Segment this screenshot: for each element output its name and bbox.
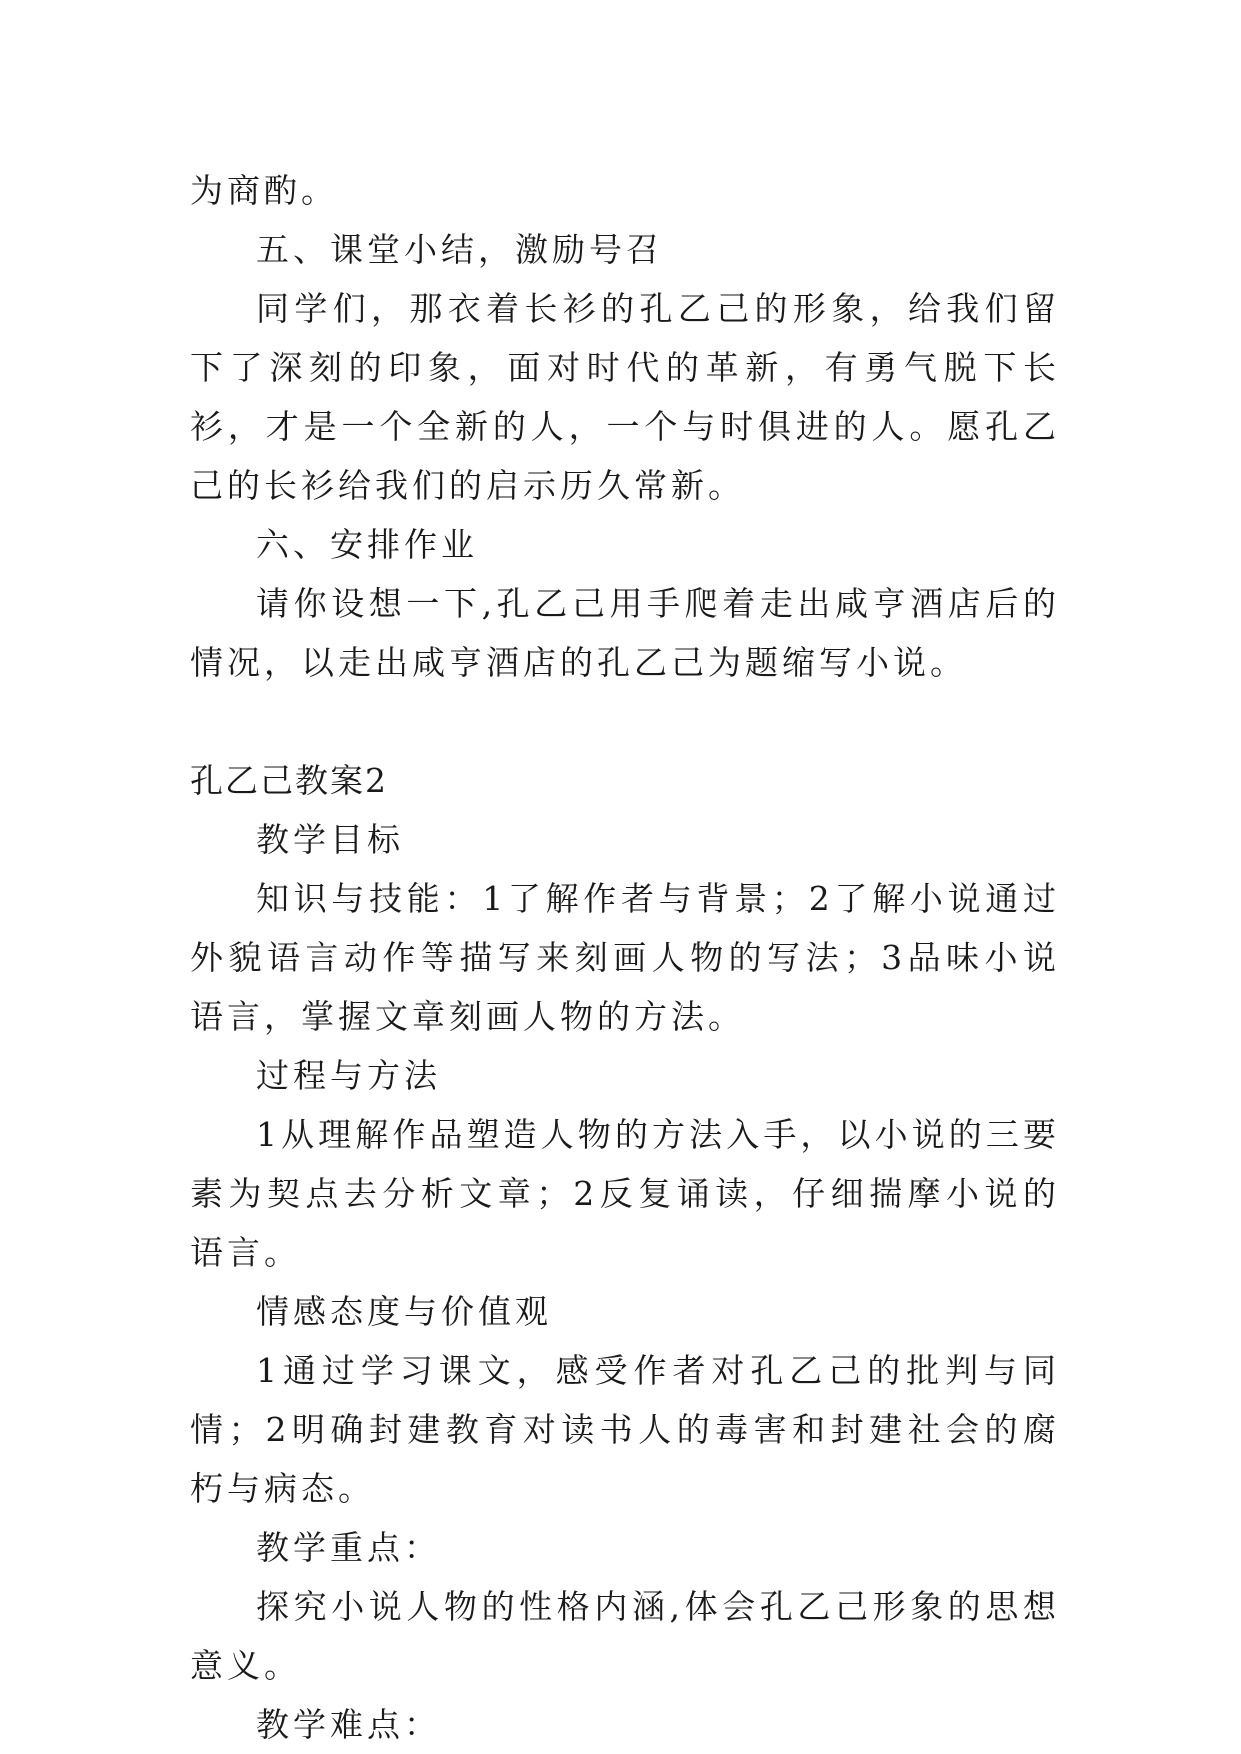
section-title: 孔乙己教案2: [190, 761, 388, 800]
heading-difficult-points: 教学难点：: [256, 1705, 441, 1744]
heading-class-summary: 五、课堂小结，激励号召: [256, 230, 663, 269]
paragraph-emotion-values: 1通过学习课文，感受作者对孔乙己的批判与同情；2明确封建教育对读书人的毒害和封建社会的腐朽与病态。: [190, 1351, 1060, 1508]
heading-homework: 六、安排作业: [256, 525, 478, 564]
paragraph-summary: 同学们，那衣着长衫的孔乙己的形象，给我们留下了深刻的印象，面对时代的革新，有勇气脱下长衫，才是一个全新的人，一个与时俱进的人。愿孔乙己的长衫给我们的启示历久常新。: [190, 289, 1060, 505]
paragraph-knowledge-skills: 知识与技能：1了解作者与背景；2了解小说通过外貌语言动作等描写来刻画人物的写法；3品味小说语言，掌握文章刻画人物的方法。: [190, 879, 1060, 1036]
heading-teaching-goals: 教学目标: [256, 820, 404, 859]
heading-process-method: 过程与方法: [256, 1056, 441, 1095]
paragraph-continuation: 为商酌。: [190, 171, 338, 210]
heading-emotion-values: 情感态度与价值观: [256, 1292, 552, 1331]
paragraph-key-points: 探究小说人物的性格内涵,体会孔乙己形象的思想意义。: [190, 1587, 1060, 1685]
section-gap: [190, 692, 1060, 751]
paragraph-process-method: 1从理解作品塑造人物的方法入手，以小说的三要素为契点去分析文章；2反复诵读，仔细揣摩小说的语言。: [190, 1115, 1060, 1272]
paragraph-homework: 请你设想一下,孔乙己用手爬着走出咸亨酒店后的情况，以走出咸亨酒店的孔乙己为题缩写小说。: [190, 584, 1060, 682]
heading-key-points: 教学重点：: [256, 1528, 441, 1567]
document-body: [190, 161, 1060, 1754]
